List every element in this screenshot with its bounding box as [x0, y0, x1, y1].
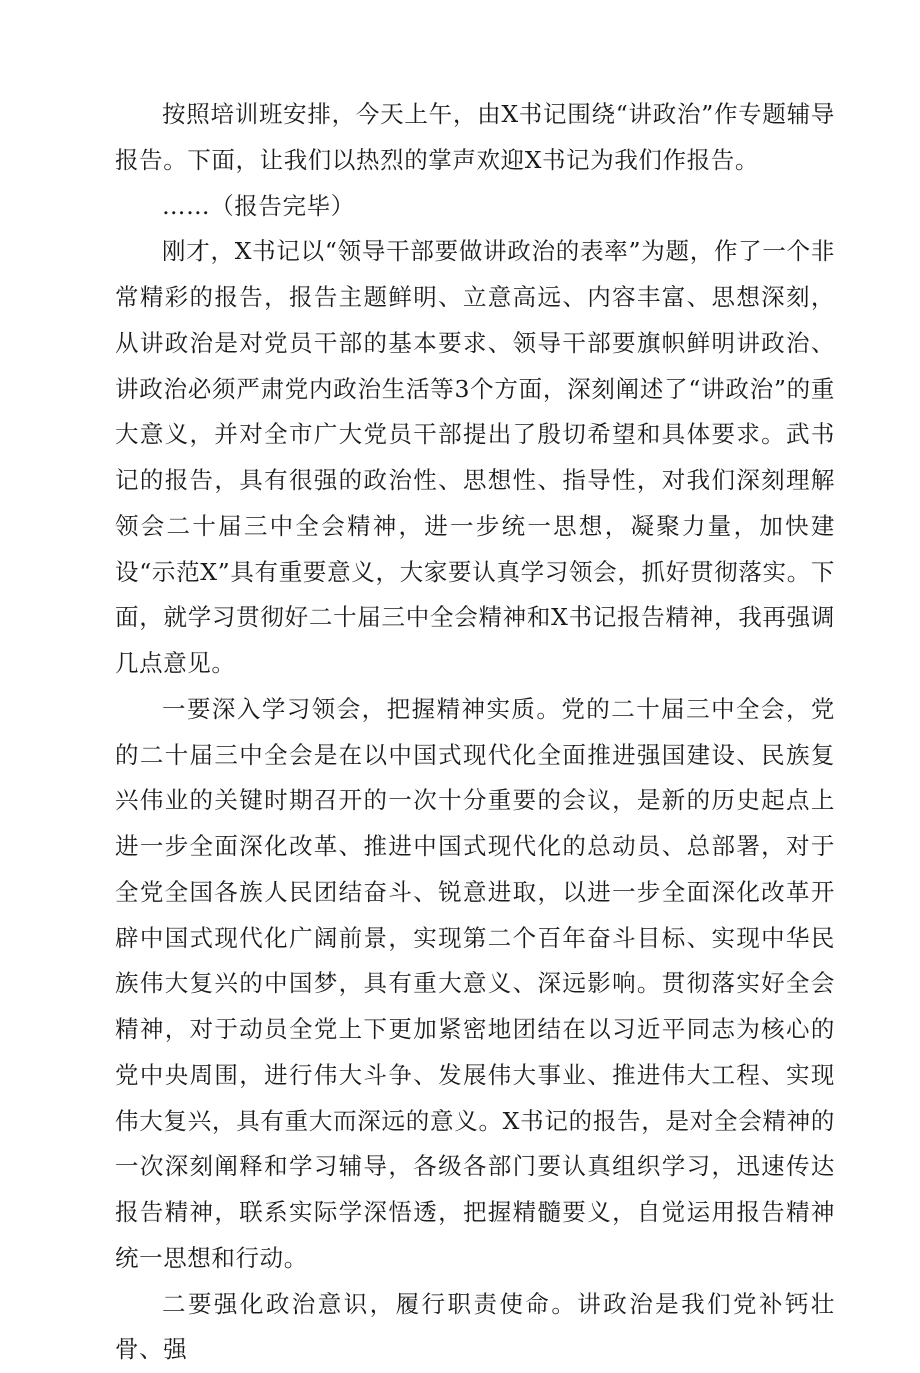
document-page: [115, 92, 835, 1212]
report-finished-note: ……（报告完毕）: [115, 184, 835, 230]
point-one-paragraph: 一要深入学习领会，把握精神实质。党的二十届三中全会，党的二十届三中全会是在以中国式现代化全面推进强国建设、民族复兴伟业的关键时期召开的一次十分重要的会议，是新的历史起点上进一步全面深化改革、推进中国式现代化的总动员、总部署，对于全党全国各族人民团结奋斗、锐意进取，以进一步全面深化改革开辟中国式现代化广阔前景，实现第二个百年奋斗目标、实现中华民族伟大复兴的中国梦，具有重大意义、深远影响。贯彻落实好全会精神，对于动员全党上下更加紧密地团结在以习近平同志为核心的党中央周围，进行伟大斗争、发展伟大事业、推进伟大工程、实现伟大复兴，具有重大而深远的意义。X书记的报告，是对全会精神的一次深刻阐释和学习辅导，各级各部门要认真组织学习，迅速传达报告精神，联系实际学深悟透，把握精髓要义，自觉运用报告精神统一思想和行动。: [115, 687, 835, 1282]
intro-paragraph: 按照培训班安排，今天上午，由X书记围绕“讲政治”作专题辅导报告。下面，让我们以热烈的掌声欢迎X书记为我们作报告。: [115, 92, 835, 184]
summary-paragraph: 刚才，X书记以“领导干部要做讲政治的表率”为题，作了一个非常精彩的报告，报告主题鲜明、立意高远、内容丰富、思想深刻，从讲政治是对党员干部的基本要求、领导干部要旗帜鲜明讲政治、讲政治必须严肃党内政治生活等3个方面，深刻阐述了“讲政治”的重大意义，并对全市广大党员干部提出了殷切希望和具体要求。武书记的报告，具有很强的政治性、思想性、指导性，对我们深刻理解领会二十届三中全会精神，进一步统一思想，凝聚力量，加快建设“示范X”具有重要意义，大家要认真学习领会，抓好贯彻落实。下面，就学习贯彻好二十届三中全会精神和X书记报告精神，我再强调几点意见。: [115, 229, 835, 687]
point-two-paragraph: 二要强化政治意识，履行职责使命。讲政治是我们党补钙壮骨、强: [115, 1282, 835, 1373]
